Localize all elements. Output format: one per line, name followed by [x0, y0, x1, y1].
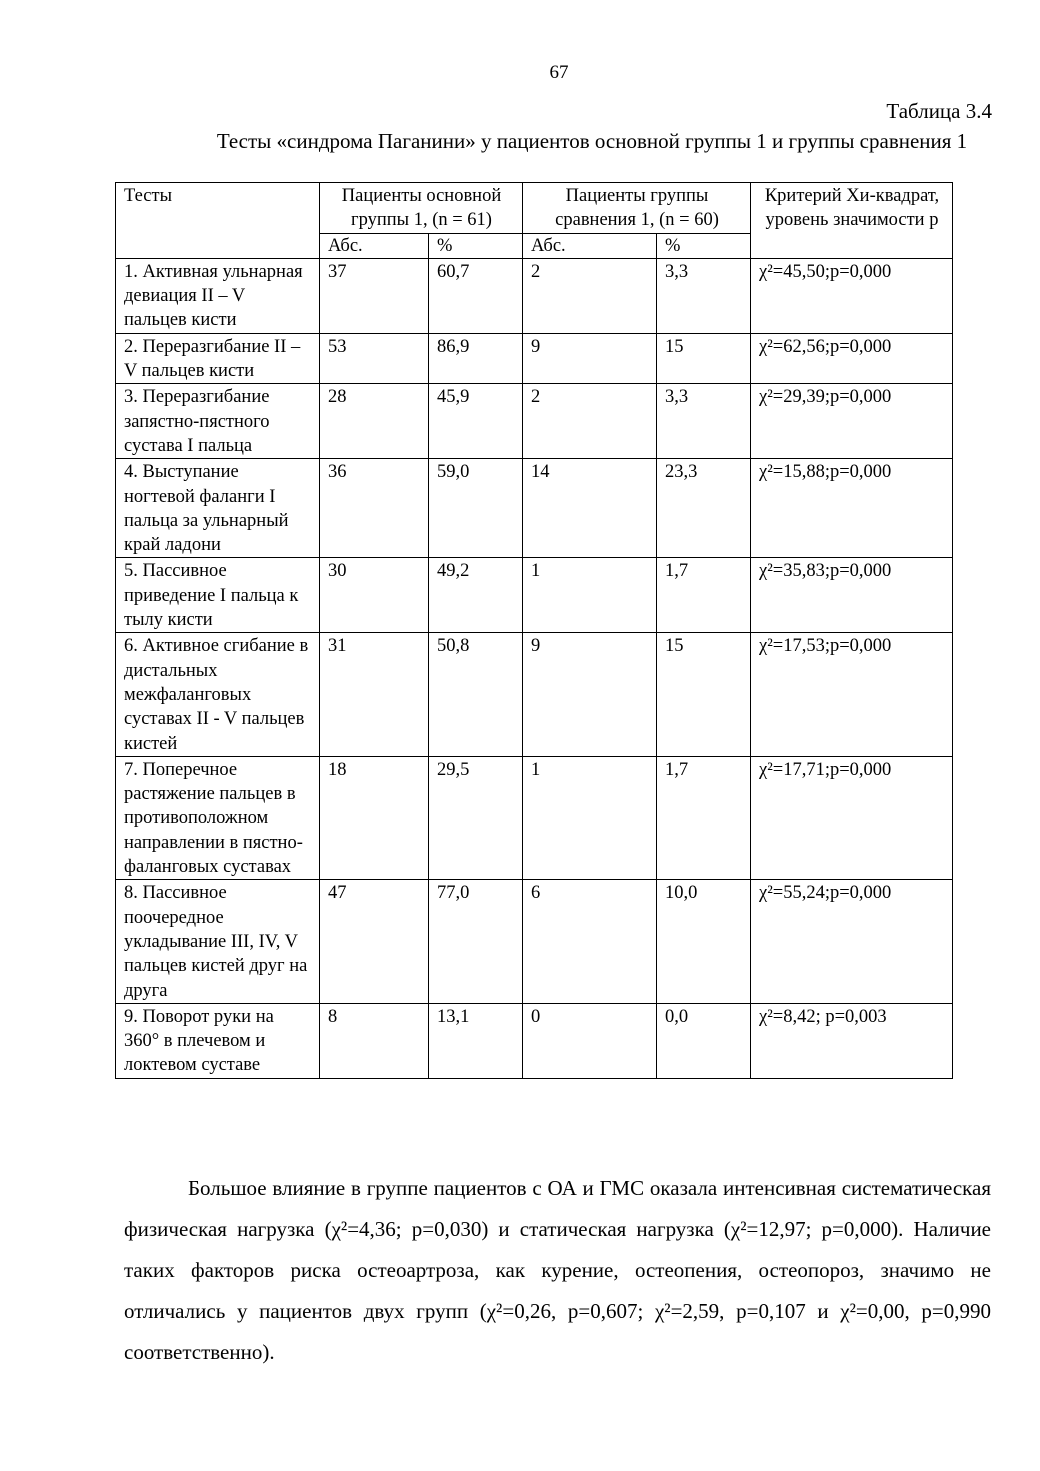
table-row [116, 384, 953, 459]
header-abs-main: Абс. [320, 233, 429, 258]
cell-pct-compare: 3,3 [657, 258, 751, 333]
cell-criterion: χ²=17,71;р=0,000 [751, 756, 953, 879]
cell-abs-compare: 2 [523, 258, 657, 333]
cell-pct-compare: 0,0 [657, 1003, 751, 1078]
cell-pct-main: 60,7 [429, 258, 523, 333]
cell-pct-main: 29,5 [429, 756, 523, 879]
cell-pct-main: 50,8 [429, 633, 523, 756]
table-caption: Тесты «синдрома Паганини» у пациентов основной группы 1 и группы сравнения 1 [216, 129, 968, 153]
cell-test: 9. Поворот руки на 360° в плечевом и локтевом суставе [116, 1003, 320, 1078]
cell-criterion: χ²=15,88;р=0,000 [751, 459, 953, 558]
cell-criterion: χ²=35,83;р=0,000 [751, 558, 953, 633]
table-row [116, 459, 953, 558]
cell-abs-main: 30 [320, 558, 429, 633]
cell-abs-compare: 9 [523, 333, 657, 384]
header-abs-compare: Абс. [523, 233, 657, 258]
table-row [116, 633, 953, 756]
cell-pct-main: 86,9 [429, 333, 523, 384]
table-row [116, 333, 953, 384]
header-group-compare: Пациенты группы сравнения 1, (n = 60) [523, 183, 751, 234]
table-row [116, 558, 953, 633]
cell-test: 3. Переразгибание запястно-пястного сустава I пальца [116, 384, 320, 459]
cell-criterion: χ²=55,24;р=0,000 [751, 880, 953, 1003]
cell-abs-main: 18 [320, 756, 429, 879]
cell-abs-compare: 1 [523, 558, 657, 633]
cell-test: 7. Поперечное растяжение пальцев в противоположном направлении в пястно-фаланговых суставах [116, 756, 320, 879]
table-label: Таблица 3.4 [886, 99, 992, 123]
header-criterion: Критерий Хи-квадрат, уровень значимости р [751, 183, 953, 259]
cell-test: 4. Выступание ногтевой фаланги I пальца за ульнарный край ладони [116, 459, 320, 558]
table-row [116, 258, 953, 333]
cell-test: 2. Переразгибание II – V пальцев кисти [116, 333, 320, 384]
header-group-main: Пациенты основной группы 1, (n = 61) [320, 183, 523, 234]
table-row [116, 756, 953, 879]
cell-abs-compare: 14 [523, 459, 657, 558]
cell-abs-main: 8 [320, 1003, 429, 1078]
header-pct-compare: % [657, 233, 751, 258]
cell-criterion: χ²=62,56;р=0,000 [751, 333, 953, 384]
cell-pct-main: 77,0 [429, 880, 523, 1003]
cell-abs-main: 31 [320, 633, 429, 756]
header-tests: Тесты [116, 183, 320, 259]
cell-abs-main: 37 [320, 258, 429, 333]
cell-pct-compare: 1,7 [657, 558, 751, 633]
cell-pct-main: 45,9 [429, 384, 523, 459]
cell-abs-compare: 0 [523, 1003, 657, 1078]
cell-pct-compare: 23,3 [657, 459, 751, 558]
cell-abs-main: 53 [320, 333, 429, 384]
cell-criterion: χ²=29,39;р=0,000 [751, 384, 953, 459]
table-header-row [116, 183, 953, 234]
cell-abs-compare: 9 [523, 633, 657, 756]
header-pct-main: % [429, 233, 523, 258]
cell-abs-compare: 6 [523, 880, 657, 1003]
cell-abs-main: 28 [320, 384, 429, 459]
cell-pct-compare: 15 [657, 633, 751, 756]
cell-test: 5. Пассивное приведение I пальца к тылу кисти [116, 558, 320, 633]
cell-pct-main: 13,1 [429, 1003, 523, 1078]
cell-test: 1. Активная ульнарная девиация II – V пальцев кисти [116, 258, 320, 333]
table-row [116, 880, 953, 1003]
page-number: 67 [549, 62, 569, 83]
cell-criterion: χ²=45,50;р=0,000 [751, 258, 953, 333]
cell-pct-compare: 1,7 [657, 756, 751, 879]
cell-abs-main: 36 [320, 459, 429, 558]
body-paragraph: Большое влияние в группе пациентов с ОА и ГМС оказала интенсивная систематическая физическая нагрузка (χ²=4,36; р=0,030) и статическая нагрузка (χ²=12,97; р=0,000). Наличие таких факторов риска остеоартроза, как курение, остеопения, остеопороз, значимо не отличались у пациентов двух групп (χ²=0,26, р=0,607; χ²=2,59, р=0,107 и χ²=0,00, р=0,990 соответственно). [124, 1176, 991, 1364]
cell-criterion: χ²=17,53;р=0,000 [751, 633, 953, 756]
cell-pct-compare: 3,3 [657, 384, 751, 459]
cell-pct-main: 49,2 [429, 558, 523, 633]
cell-pct-main: 59,0 [429, 459, 523, 558]
cell-abs-compare: 2 [523, 384, 657, 459]
cell-test: 8. Пассивное поочередное укладывание III, IV, V пальцев кистей друг на друга [116, 880, 320, 1003]
results-table [115, 182, 953, 1079]
cell-pct-compare: 10,0 [657, 880, 751, 1003]
cell-criterion: χ²=8,42; р=0,003 [751, 1003, 953, 1078]
cell-test: 6. Активное сгибание в дистальных межфаланговых суставах II - V пальцев кистей [116, 633, 320, 756]
table-row [116, 1003, 953, 1078]
cell-pct-compare: 15 [657, 333, 751, 384]
cell-abs-compare: 1 [523, 756, 657, 879]
cell-abs-main: 47 [320, 880, 429, 1003]
